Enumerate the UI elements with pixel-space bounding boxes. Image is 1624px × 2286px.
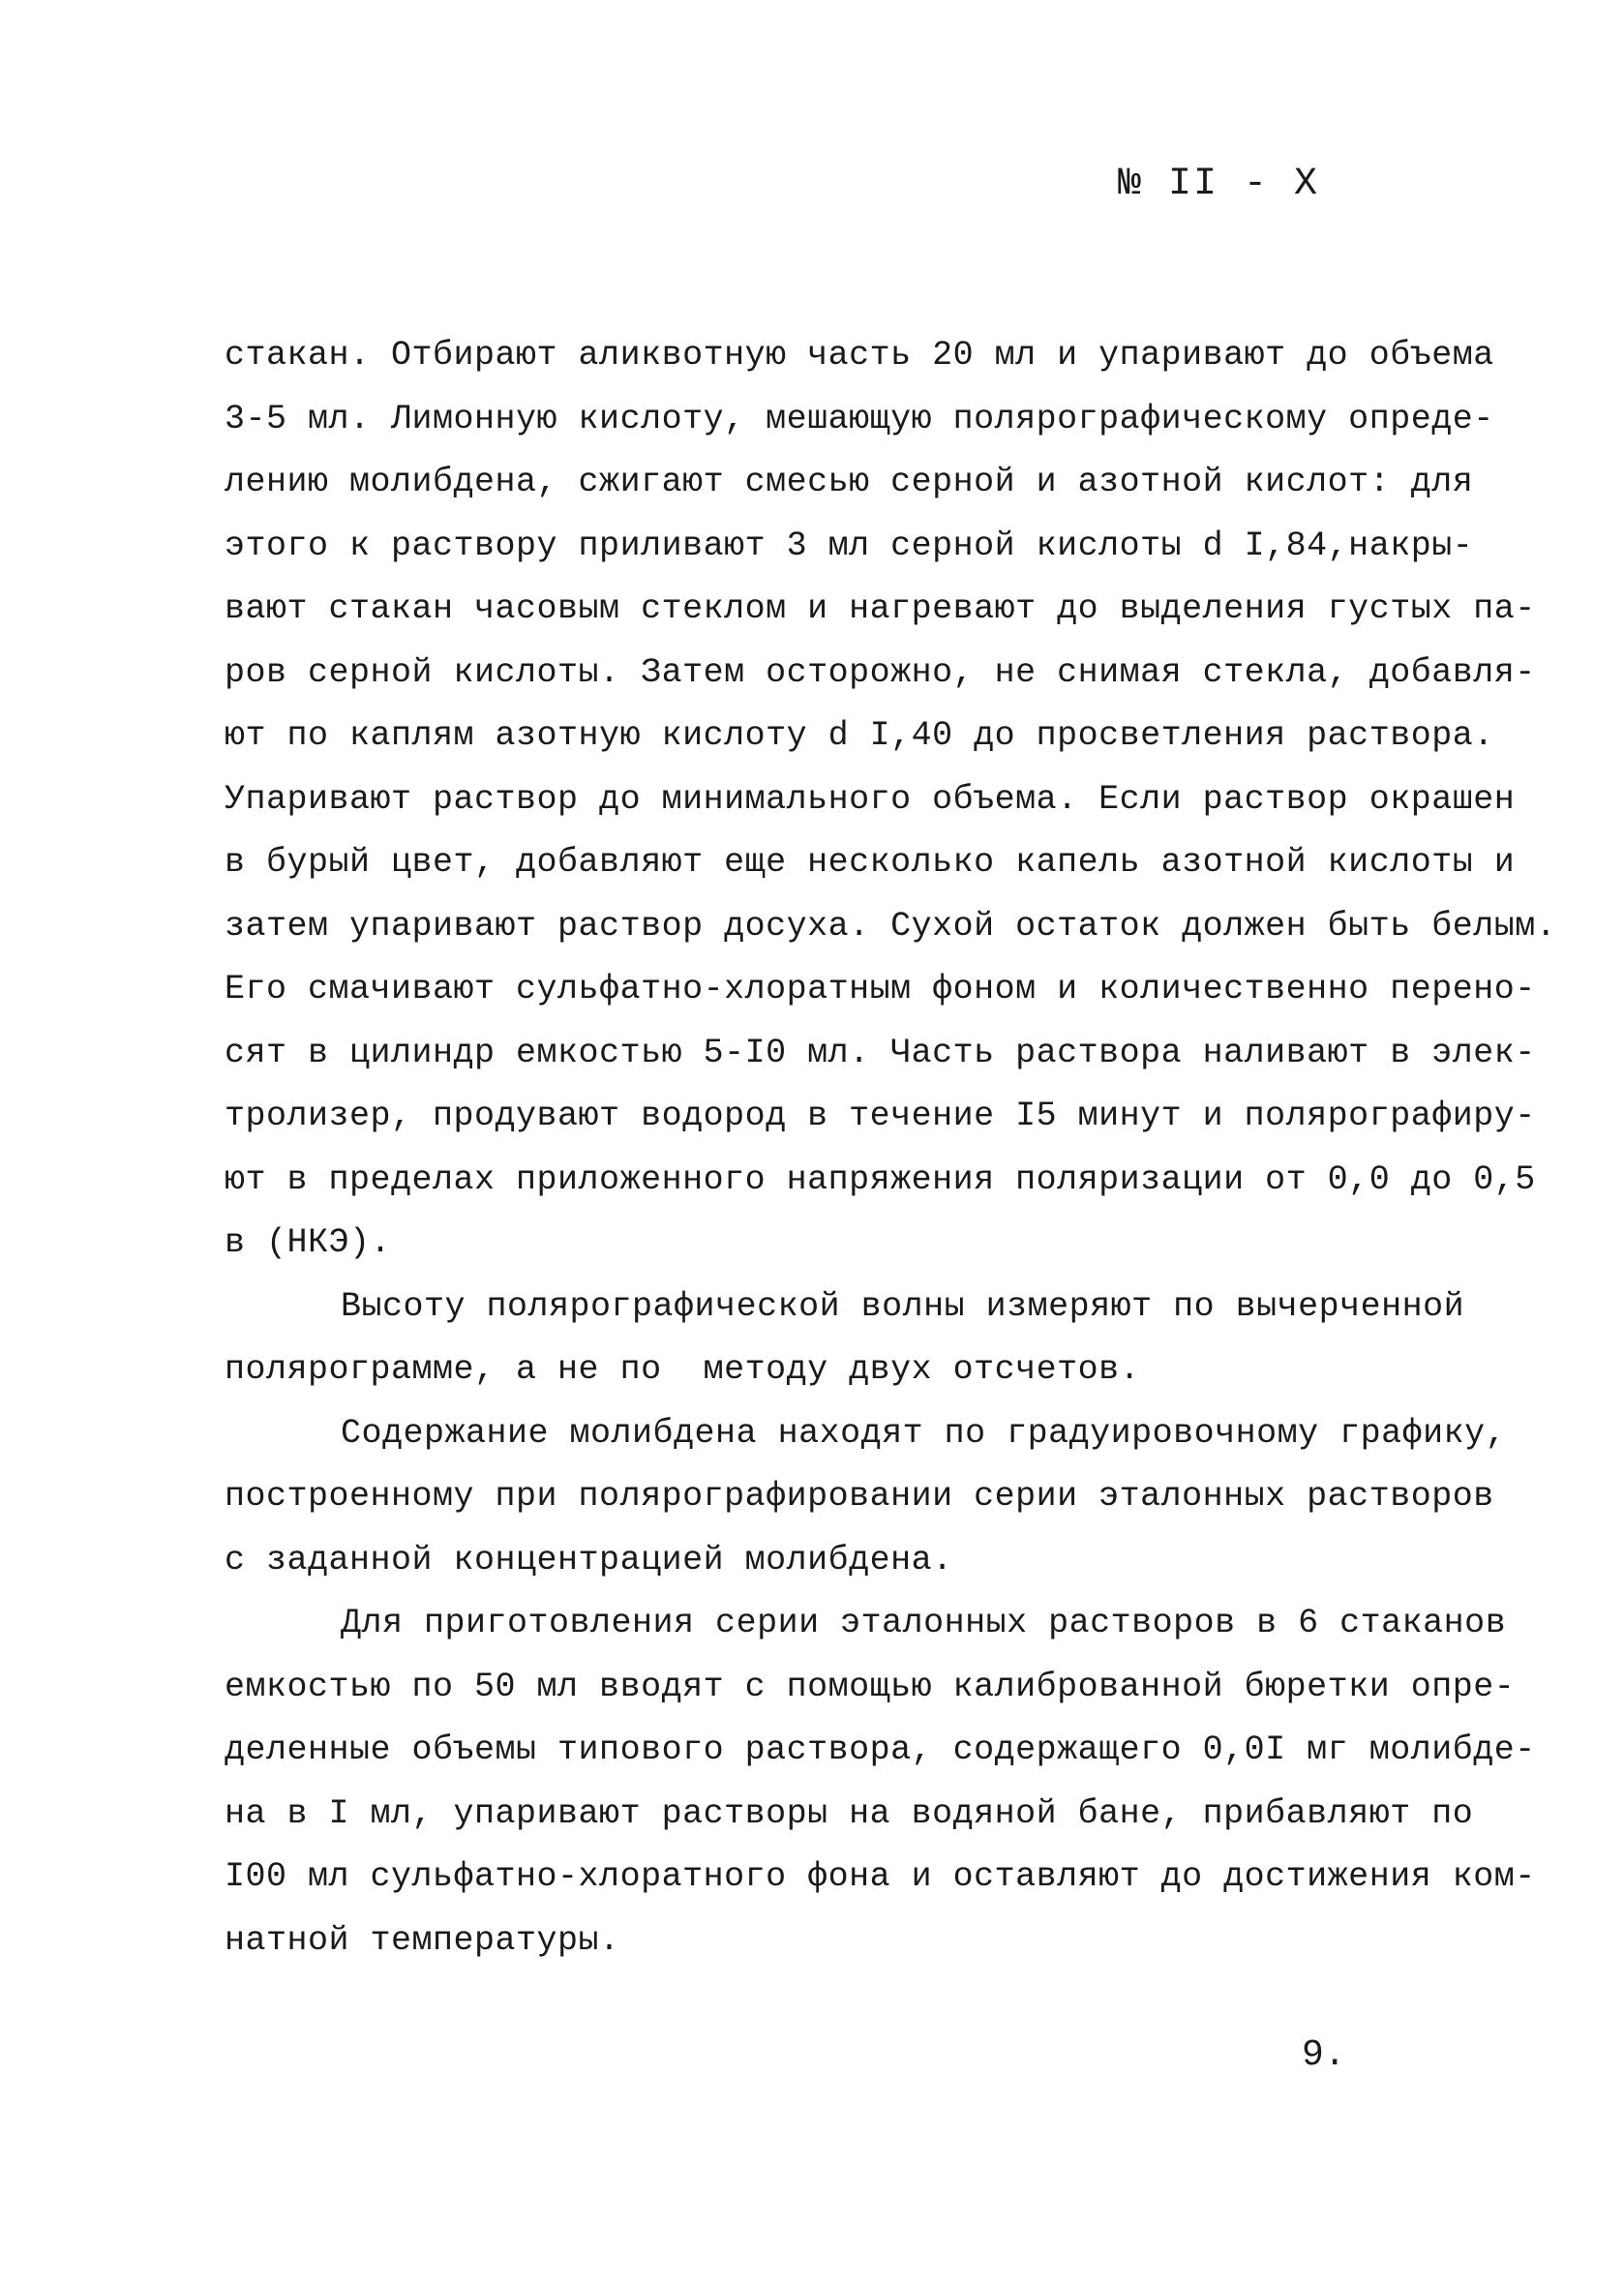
text-line: тролизер, продувают водород в течение I5 минут и полярографиру- — [225, 1097, 1536, 1135]
text-line: стакан. Отбирают аликвотную часть 20 мл и упаривают до объема — [225, 336, 1494, 375]
text-line: на в I мл, упаривают растворы на водяной бане, прибавляют по — [225, 1793, 1474, 1833]
paragraph-first-line: Содержание молибдена находят по градуировочному графику, — [341, 1413, 1507, 1453]
text-line: построенному при полярографировании серии эталонных растворов — [225, 1477, 1494, 1516]
paragraph-first-line: Высоту полярографической волны измеряют по вычерченной — [341, 1286, 1465, 1326]
text-line: 3-5 мл. Лимонную кислоту, мешающую полярографическому опреде- — [225, 399, 1494, 438]
page-number: 9. — [1302, 2034, 1346, 2076]
text-line: полярограмме, а не по методу двух отсчетов. — [225, 1350, 1141, 1389]
text-line: емкостью по 50 мл вводят с помощью калиброванной бюретки опре- — [225, 1667, 1516, 1706]
text-line: деленные объемы типового раствора, содержащего 0,0I мг молибде- — [225, 1730, 1536, 1769]
text-line: Его смачивают сульфатно-хлоратным фоном и количественно перено- — [225, 970, 1536, 1008]
text-line: ют по каплям азотную кислоту d I,40 до просветления раствора. — [225, 716, 1494, 755]
text-line: лению молибдена, сжигают смесью серной и азотной кислот: для — [225, 463, 1474, 501]
body-text — [225, 324, 1557, 1972]
text-line: этого к раствору приливают 3 мл серной кислоты d I,84,накры- — [225, 526, 1474, 565]
document-code: № II - X — [1118, 163, 1320, 206]
text-line: I00 мл сульфатно-хлоратного фона и оставляют до достижения ком- — [225, 1857, 1536, 1896]
paragraph-first-line: Для приготовления серии эталонных растворов в 6 стаканов — [341, 1604, 1507, 1642]
text-line: в бурый цвет, добавляют еще несколько капель азотной кислоты и — [225, 843, 1516, 882]
text-line: вают стакан часовым стеклом и нагревают до выделения густых па- — [225, 589, 1536, 628]
text-line: в (НКЭ). — [225, 1223, 392, 1262]
text-line: сят в цилиндр емкостью 5-I0 мл. Часть раствора наливают в элек- — [225, 1033, 1536, 1072]
text-line: натной температуры. — [225, 1920, 620, 1960]
text-line: с заданной концентрацией молибдена. — [225, 1540, 953, 1579]
text-line: ют в пределах приложенного напряжения поляризации от 0,0 до 0,5 — [225, 1159, 1536, 1199]
text-line: затем упаривают раствор досуха. Сухой остаток должен быть белым. — [225, 906, 1557, 946]
text-line: ров серной кислоты. Затем осторожно, не снимая стекла, добавля- — [225, 652, 1536, 692]
text-line: Упаривают раствор до минимального объема. Если раствор окрашен — [225, 779, 1516, 819]
